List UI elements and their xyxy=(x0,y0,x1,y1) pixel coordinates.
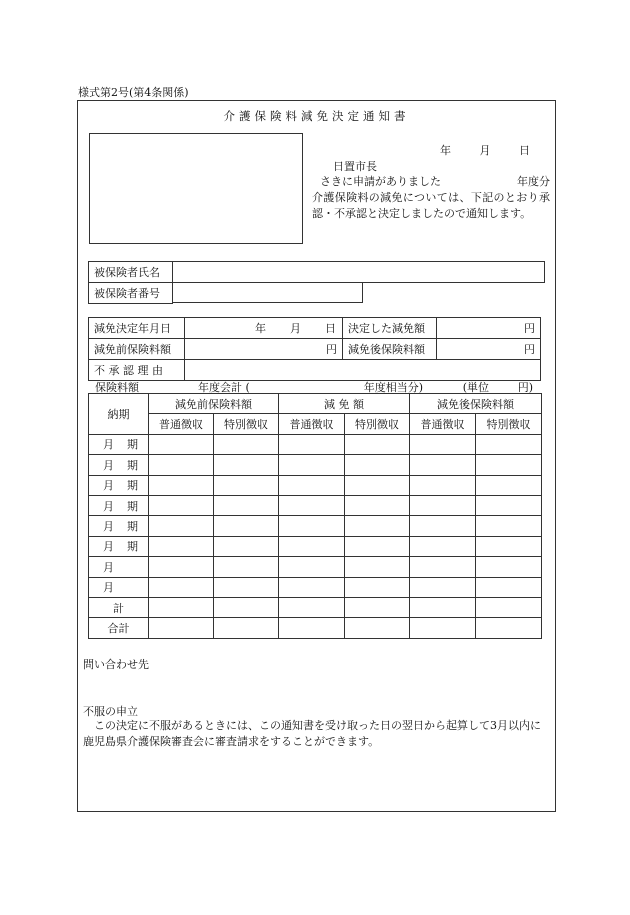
amount-cell[interactable] xyxy=(410,577,476,597)
amount-cell[interactable] xyxy=(279,495,345,515)
insured-number-cell xyxy=(173,283,545,304)
month-mark: 月 xyxy=(103,520,114,534)
amount-cell[interactable] xyxy=(279,516,345,536)
objection-heading: 不服の申立 xyxy=(83,705,138,718)
table-row xyxy=(89,536,542,556)
issuer-name: 日置市長 xyxy=(333,160,377,173)
address-box xyxy=(89,133,303,244)
yen-unit: 円 xyxy=(524,322,535,335)
decision-date-month: 月 xyxy=(290,322,301,335)
before-amount-field[interactable] xyxy=(185,339,343,360)
amount-cell[interactable] xyxy=(345,577,410,597)
amount-cell[interactable] xyxy=(410,618,476,638)
decision-table xyxy=(88,317,541,381)
form-number-label: 様式第2号(第4条関係) xyxy=(78,86,189,99)
notice-line1-b: 年度分 xyxy=(517,175,550,188)
amount-cell[interactable] xyxy=(214,536,279,556)
month-mark: 月 xyxy=(103,540,114,554)
month-mark: 月 xyxy=(103,458,114,472)
table-row xyxy=(89,557,542,577)
table-row xyxy=(89,475,542,495)
yen-unit: 円 xyxy=(326,343,337,356)
amount-cell[interactable] xyxy=(476,557,542,577)
period-header: 納期 xyxy=(89,394,149,435)
term-mark: 期 xyxy=(127,438,138,452)
decision-date-year: 年 xyxy=(255,322,266,335)
decision-date-day: 日 xyxy=(325,322,336,335)
insured-name-label: 被保険者氏名 xyxy=(89,262,173,283)
sub-header: 普通徴収 xyxy=(279,414,345,434)
after-amount-label: 減免後保険料額 xyxy=(343,339,437,360)
month-mark: 月 xyxy=(103,438,114,452)
insured-number-field[interactable] xyxy=(173,283,363,303)
amount-cell[interactable] xyxy=(476,434,542,454)
period-cell xyxy=(89,495,149,515)
term-mark: 期 xyxy=(127,479,138,493)
fiscal-suffix: 年度相当分) xyxy=(363,381,423,394)
amount-cell[interactable] xyxy=(476,536,542,556)
amount-cell[interactable] xyxy=(345,434,410,454)
table-row xyxy=(89,495,542,515)
amount-cell[interactable] xyxy=(410,495,476,515)
subtotal-row xyxy=(89,597,542,617)
month-mark: 月 xyxy=(103,560,114,574)
amount-cell[interactable] xyxy=(410,536,476,556)
rejection-reason-field[interactable] xyxy=(185,360,541,381)
amount-cell[interactable] xyxy=(149,536,214,556)
amount-cell[interactable] xyxy=(476,495,542,515)
decision-date-label: 減免決定年月日 xyxy=(89,318,185,339)
subtotal-label: 計 xyxy=(89,597,149,617)
amount-cell[interactable] xyxy=(345,455,410,475)
table-row xyxy=(89,455,542,475)
table-row xyxy=(89,434,542,454)
issue-date xyxy=(440,142,530,158)
amount-cell[interactable] xyxy=(345,516,410,536)
amount-cell[interactable] xyxy=(149,475,214,495)
term-mark: 期 xyxy=(127,540,138,554)
document-title: 介護保険料減免決定通知書 xyxy=(223,109,410,123)
before-amount-label: 減免前保険料額 xyxy=(89,339,185,360)
amount-cell[interactable] xyxy=(149,618,214,638)
notice-line1-a: さきに申請がありました xyxy=(320,175,441,188)
amount-cell[interactable] xyxy=(345,597,410,617)
decided-amount-label: 決定した減免額 xyxy=(343,318,437,339)
amount-cell[interactable] xyxy=(279,475,345,495)
sub-header: 普通徴収 xyxy=(410,414,476,434)
amount-cell[interactable] xyxy=(214,475,279,495)
amount-cell[interactable] xyxy=(149,597,214,617)
unit-suffix: 円) xyxy=(517,381,533,394)
amount-cell[interactable] xyxy=(279,618,345,638)
decided-amount-field[interactable] xyxy=(437,318,541,339)
amount-cell[interactable] xyxy=(410,475,476,495)
unit-label: (単位 xyxy=(462,381,489,394)
amount-cell[interactable] xyxy=(214,434,279,454)
amount-cell[interactable] xyxy=(410,597,476,617)
rejection-reason-label: 不 承 認 理 由 xyxy=(89,360,185,381)
insured-number-label: 被保険者番号 xyxy=(89,283,173,304)
after-amount-field[interactable] xyxy=(437,339,541,360)
amount-cell[interactable] xyxy=(149,495,214,515)
amount-cell[interactable] xyxy=(214,618,279,638)
amount-cell[interactable] xyxy=(149,577,214,597)
amount-cell[interactable] xyxy=(345,495,410,515)
amount-cell[interactable] xyxy=(476,516,542,536)
amount-cell[interactable] xyxy=(149,557,214,577)
month-mark: 月 xyxy=(103,499,114,513)
amount-cell[interactable] xyxy=(410,434,476,454)
amount-cell[interactable] xyxy=(476,475,542,495)
table-row xyxy=(89,577,542,597)
amount-cell[interactable] xyxy=(279,455,345,475)
amount-cell[interactable] xyxy=(476,597,542,617)
fiscal-label: 年度会計 ( xyxy=(198,381,250,394)
term-mark: 期 xyxy=(127,458,138,472)
term-mark: 期 xyxy=(127,499,138,513)
amount-cell[interactable] xyxy=(214,455,279,475)
issue-date-month: 月 xyxy=(479,144,491,157)
objection-text: この決定に不服があるときには、この通知書を受け取った日の翌日から起算して3月以内に鹿児島県介護保険審査会に審査請求をすることができます。 xyxy=(83,719,541,748)
amount-cell[interactable] xyxy=(476,455,542,475)
month-mark: 月 xyxy=(103,581,114,595)
group-header-after: 減免後保険料額 xyxy=(410,394,542,414)
group-header-before: 減免前保険料額 xyxy=(149,394,279,414)
insured-name-field[interactable] xyxy=(173,262,545,283)
period-cell xyxy=(89,434,149,454)
sub-header: 特別徴収 xyxy=(345,414,410,434)
amount-cell[interactable] xyxy=(345,475,410,495)
term-mark: 期 xyxy=(127,520,138,534)
amount-cell[interactable] xyxy=(410,455,476,475)
period-table xyxy=(88,393,542,639)
period-cell xyxy=(89,536,149,556)
insured-table xyxy=(88,261,545,304)
table-row xyxy=(89,516,542,536)
amount-cell[interactable] xyxy=(279,597,345,617)
amount-cell[interactable] xyxy=(345,618,410,638)
inquiry-label: 問い合わせ先 xyxy=(83,658,149,671)
amount-cell[interactable] xyxy=(214,495,279,515)
month-mark: 月 xyxy=(103,479,114,493)
amount-cell[interactable] xyxy=(279,557,345,577)
sub-header: 特別徴収 xyxy=(476,414,542,434)
total-row xyxy=(89,618,542,638)
period-cell xyxy=(89,577,149,597)
period-cell xyxy=(89,455,149,475)
amount-cell[interactable] xyxy=(214,516,279,536)
amount-cell[interactable] xyxy=(345,536,410,556)
period-cell xyxy=(89,516,149,536)
amount-cell[interactable] xyxy=(149,434,214,454)
amount-cell[interactable] xyxy=(410,557,476,577)
amount-cell[interactable] xyxy=(279,434,345,454)
amount-cell[interactable] xyxy=(149,516,214,536)
total-label: 合計 xyxy=(89,618,149,638)
sub-header: 普通徴収 xyxy=(149,414,214,434)
premium-label: 保険料額 xyxy=(95,381,139,394)
amount-cell[interactable] xyxy=(476,618,542,638)
notice-text xyxy=(312,174,550,222)
yen-unit: 円 xyxy=(524,343,535,356)
issue-date-year: 年 xyxy=(440,144,451,157)
group-header-reduction: 減 免 額 xyxy=(279,394,410,414)
amount-cell[interactable] xyxy=(214,597,279,617)
period-cell xyxy=(89,475,149,495)
period-cell xyxy=(89,557,149,577)
amount-cell[interactable] xyxy=(149,455,214,475)
sub-header: 特別徴収 xyxy=(214,414,279,434)
amount-cell[interactable] xyxy=(279,577,345,597)
amount-cell[interactable] xyxy=(476,577,542,597)
amount-cell[interactable] xyxy=(214,577,279,597)
notice-rest: 介護保険料の減免については、下記のとおり承認・不承認と決定しましたので通知します。 xyxy=(312,191,550,220)
amount-cell[interactable] xyxy=(410,516,476,536)
decision-date-field[interactable] xyxy=(185,318,343,339)
amount-cell[interactable] xyxy=(214,557,279,577)
amount-cell[interactable] xyxy=(345,557,410,577)
amount-cell[interactable] xyxy=(279,536,345,556)
issue-date-day: 日 xyxy=(519,144,530,157)
